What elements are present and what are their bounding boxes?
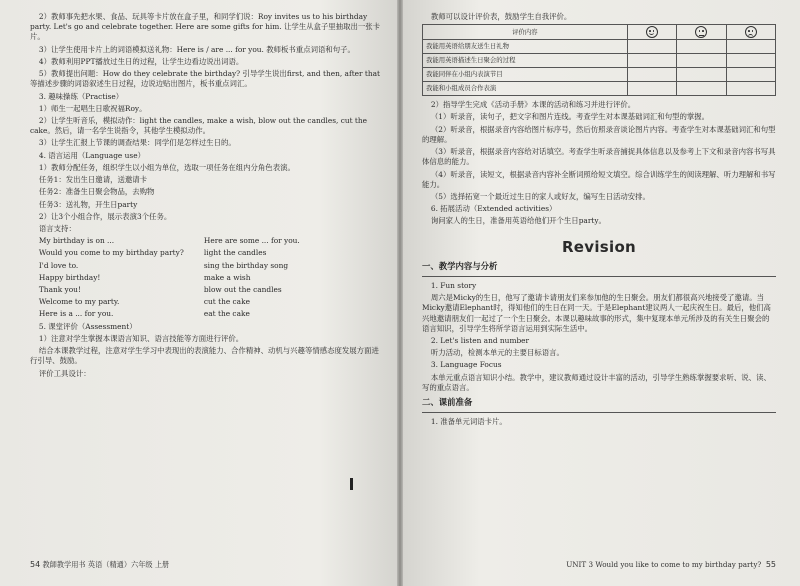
rating-cell <box>726 68 775 82</box>
support-phrase-right: make a wish <box>203 272 251 282</box>
paragraph: （2）听录音，根据录音内容给图片标序号，然后仿照录音谈论图片内容。考查学生对本课基础词汇和句型的理解。 <box>422 124 776 144</box>
support-phrase-right: light the candles <box>203 248 267 258</box>
paragraph: 语言支持： <box>38 223 76 233</box>
sad-face-icon <box>745 26 757 38</box>
eval-header-happy <box>627 25 676 40</box>
eval-header-content: 评价内容 <box>423 25 628 40</box>
eval-header-neutral <box>677 25 726 40</box>
support-phrase-left: Would you come to my birthday party? <box>38 248 184 258</box>
eval-intro: 教师可以设计评价表，鼓励学生自我评价。 <box>430 12 572 21</box>
left-footer-text: 教師教学用书 英语（精通）六年级 上册 <box>42 559 170 569</box>
paragraph: 1）师生一起唱生日歌祝福Roy。 <box>38 103 147 113</box>
rating-cell <box>627 68 676 82</box>
support-row <box>39 297 384 307</box>
table-row <box>423 68 776 82</box>
divider <box>422 412 776 413</box>
paragraph: 结合本课教学过程，注意对学生学习中表现出的表演能力、合作精神、动机与兴趣等情感态度发展方面进行引导、鼓励。 <box>30 346 379 366</box>
evaluation-table-header <box>423 25 776 40</box>
right-footer <box>566 559 776 570</box>
support-phrase-right: sing the birthday song <box>203 260 289 270</box>
paragraph: 1）教师分配任务，组织学生以小组为单位，选取一项任务在组内分角色表演。 <box>38 162 295 172</box>
rating-cell <box>726 82 775 96</box>
support-row <box>39 248 384 258</box>
support-phrase-right: Here are some ... for you. <box>203 236 300 246</box>
paragraph: 2）指导学生完成《活动手册》本课的活动和练习并进行评价。 <box>430 100 636 110</box>
rating-cell <box>627 82 676 96</box>
rating-cell <box>677 82 726 96</box>
table-row <box>423 54 776 68</box>
right-footer-unit: UNIT 3 Would you like to come to my birthday party? <box>566 559 762 569</box>
paragraph: 5）教师提出问题：How do they celebrate the birthday? 引导学生说出first, and then, after that等描述步骤的词语叙述生日过程，边说边贴出图片，板书重点词汇。 <box>30 69 381 89</box>
language-support-list <box>30 236 384 320</box>
left-footer <box>30 559 169 570</box>
evaluation-table <box>422 24 776 96</box>
left-body <box>30 12 384 234</box>
support-phrase-left: Happy birthday! <box>38 272 101 282</box>
support-phrase-left: I'd love to. <box>38 260 79 270</box>
table-row <box>423 40 776 54</box>
paragraph: 2）教师事先把水果、食品、玩具等卡片放在盒子里，和同学们说：Roy invites us to his birthday party. Let's go and celebrate together. Here are some gifts for him. 让学生从盒子里抽取出一张卡片。 <box>30 12 381 42</box>
rating-cell <box>677 68 726 82</box>
eval-header-sad <box>726 25 775 40</box>
support-row <box>39 273 384 283</box>
table-row <box>423 82 776 96</box>
support-row <box>39 261 384 271</box>
support-phrase-left: My birthday is on ... <box>38 236 115 246</box>
paragraph: （1）听录音，读句子，把文字和图片连线。考查学生对本课基础词汇和句型的掌握。 <box>430 112 710 122</box>
paragraph: 任务2：准备生日聚会物品，去购物 <box>38 187 155 197</box>
paragraph: 3. Language Focus <box>430 360 502 370</box>
paragraph: 3）让学生使用卡片上的词语模拟送礼物：Here is / are ... for you. 教师板书重点词语和句子。 <box>38 44 355 54</box>
rating-cell <box>726 54 775 68</box>
book-gutter <box>397 0 403 586</box>
right-page <box>400 0 800 586</box>
paragraph: 3. 趣味操练（Practise） <box>38 91 124 101</box>
rating-cell <box>677 54 726 68</box>
paragraph: 2. Let's listen and number <box>430 336 530 345</box>
left-page-number: 54 <box>30 559 41 569</box>
neutral-face-icon <box>695 26 707 38</box>
support-phrase-left: Here is a ... for you. <box>38 309 114 319</box>
paragraph: （5）选择拓宽一个最近过生日的家人或好友，编写生日活动安排。 <box>430 191 650 201</box>
support-row <box>39 285 384 295</box>
paragraph: 询问家人的生日，准备用英语给他们开个生日party。 <box>430 216 606 226</box>
divider <box>422 276 776 277</box>
paragraph: 2）让学生听音乐，模拟动作：light the candles, make a wish, blow out the candles, cut the cake。然后，请一名学生说指令，其他学生模拟动作。 <box>30 115 368 136</box>
section-heading-2: 二、课前准备 <box>422 397 473 408</box>
paragraph: 听力活动，检测本单元的主要目标语言。 <box>430 348 564 358</box>
paragraph: 6. 拓展活动（Extended activities） <box>430 204 557 214</box>
revision-body <box>422 281 776 393</box>
prep-item: 1. 准备单元词语卡片。 <box>430 416 507 426</box>
eval-criterion: 我能用英语给朋友送生日礼物 <box>423 40 628 54</box>
happy-face-icon <box>646 26 658 38</box>
eval-criterion: 我能和小组成员合作表演 <box>423 82 628 96</box>
rating-cell <box>627 54 676 68</box>
section-heading-1: 一、教学内容与分析 <box>422 261 498 272</box>
paragraph: 4. 语言运用（Language use） <box>38 150 145 160</box>
paragraph: 2）让3个小组合作，展示表演3个任务。 <box>38 211 172 221</box>
rating-cell <box>677 40 726 54</box>
support-phrase-right: cut the cake <box>203 297 250 307</box>
right-page-number: 55 <box>765 559 776 569</box>
paragraph: 任务1：发出生日邀请，送邀请卡 <box>38 175 148 185</box>
eval-criterion: 我能用英语描述生日聚会的过程 <box>423 54 628 68</box>
paragraph: 5. 课堂评价（Assessment） <box>38 321 137 331</box>
right-body <box>422 100 776 226</box>
support-phrase-left: Thank you! <box>38 285 81 295</box>
rating-cell <box>726 40 775 54</box>
support-phrase-right: eat the cake <box>203 309 250 319</box>
support-phrase-left: Welcome to my party. <box>38 297 120 307</box>
paragraph: （4）听录音，读短文，根据录音内容补全断词照给短文填空。综合训练学生的阅读理解、听力理解和书写能力。 <box>422 169 776 189</box>
page-mark <box>350 478 353 490</box>
eval-criterion: 我能同伴在小组内表演节目 <box>423 68 628 82</box>
paragraph: 4）教师利用PPT播放过生日的过程，让学生边看边说出词语。 <box>38 56 244 66</box>
support-row <box>39 309 384 319</box>
paragraph: 任务3：送礼物，开生日party <box>38 199 138 209</box>
left-body-assessment <box>30 322 384 379</box>
paragraph: 评价工具设计： <box>38 368 91 378</box>
paragraph: 3）让学生汇报上节课的调查结果：同学们是怎样过生日的。 <box>38 138 236 148</box>
support-row <box>39 236 384 246</box>
paragraph: 本单元重点语言知识小结。教学中，建议教师通过设计丰富的活动，引导学生熟练掌握要求听、说、读、写的重点语言。 <box>422 372 771 392</box>
paragraph: 1. Fun story <box>430 280 477 290</box>
rating-cell <box>627 40 676 54</box>
paragraph: 周六是Micky的生日，他写了邀请卡请朋友们来参加他的生日聚会。朋友们都很高兴地接受了邀请。当Micky邀请Elephant时，得知他们的生日在同一天。于是Elephant建议两人一起庆祝生日。最后，他们高兴地邀请朋友们一起过了一个生日聚会。本课以趣味故事的形式，集中复现本单元所涉及的有关生日聚会的语言知识，引导学生将所学语言运用到实际生活中。 <box>422 293 771 333</box>
support-phrase-right: blow out the candles <box>203 285 282 295</box>
paragraph: 1）注意对学生掌握本课语言知识、语言技能等方面进行评价。 <box>38 333 244 343</box>
paragraph: （3）听录音，根据录音内容给对话填空。考查学生听录音捕捉具体信息以及参考上下文和录音内容书写具体信息的能力。 <box>422 147 776 167</box>
revision-heading: Revision <box>561 237 637 256</box>
